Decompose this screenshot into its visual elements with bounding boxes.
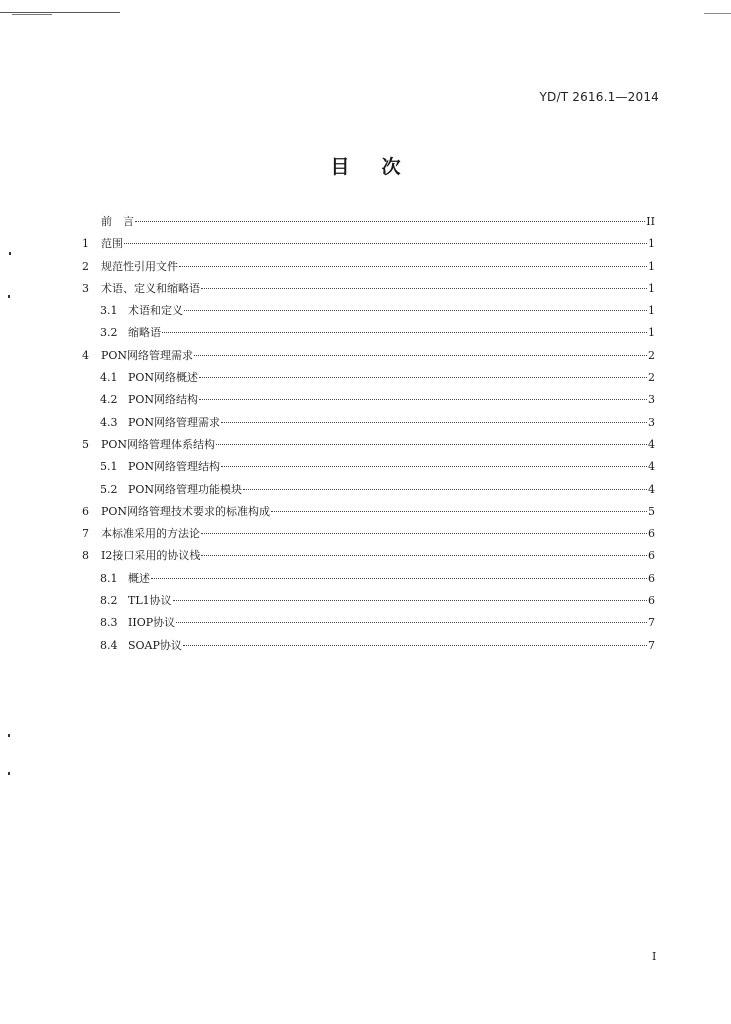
toc-entry-number: 4.1: [100, 371, 118, 385]
toc-entry-label: 范围: [101, 237, 123, 251]
toc-entry[interactable]: [82, 501, 655, 523]
toc-entry[interactable]: [82, 545, 655, 567]
toc-entry-page: 4: [648, 460, 655, 474]
toc-leader-dots: [124, 243, 647, 244]
toc-entry-label: PON网络管理需求: [101, 348, 194, 362]
toc-entry[interactable]: [82, 412, 655, 434]
toc-entry-page: 5: [648, 504, 655, 518]
toc-leader-dots: [176, 622, 647, 623]
toc-entry-number: 8.3: [100, 616, 118, 630]
toc-leader-dots: [201, 555, 647, 556]
toc-entry-number: 7: [82, 527, 89, 541]
toc-entry-label: I2接口采用的协议栈: [101, 549, 201, 563]
toc-entry-page: 2: [648, 371, 655, 385]
toc-entry-number: 1: [82, 237, 89, 251]
toc-entry[interactable]: [82, 322, 655, 344]
toc-entry-page: 3: [648, 393, 655, 407]
scan-artifact-line: [12, 14, 52, 15]
scan-artifact-dot: [8, 772, 10, 775]
toc-leader-dots: [199, 377, 647, 378]
toc-entry-page: 1: [648, 304, 655, 318]
toc-entry[interactable]: [82, 345, 655, 367]
toc-entry-page: 3: [648, 415, 655, 429]
scan-artifact-dot: [9, 252, 11, 255]
toc-entry[interactable]: [82, 211, 655, 233]
toc-entry-number: 4: [82, 348, 89, 362]
toc-entry[interactable]: [82, 367, 655, 389]
scan-artifact-line: [704, 13, 731, 14]
toc-entry-number: 8.2: [100, 594, 118, 608]
toc-entry-label: PON网络管理结构: [128, 460, 221, 474]
toc-entry-page: 1: [648, 326, 655, 340]
toc-entry-page: 1: [648, 259, 655, 273]
scan-artifact-line: [0, 12, 120, 13]
toc-entry-label: PON网络管理需求: [128, 415, 221, 429]
toc-leader-dots: [183, 645, 647, 646]
toc-entry-label: 术语、定义和缩略语: [101, 281, 200, 295]
toc-entry[interactable]: [82, 479, 655, 501]
toc-leader-dots: [216, 444, 647, 445]
toc-leader-dots: [271, 511, 647, 512]
toc-entry-number: 8.4: [100, 638, 118, 652]
document-number: YD/T 2616.1—2014: [539, 90, 659, 104]
toc-entry[interactable]: [82, 233, 655, 255]
toc-entry-number: 2: [82, 259, 89, 273]
toc-entry-number: 4.2: [100, 393, 118, 407]
toc-leader-dots: [162, 332, 647, 333]
toc-entry[interactable]: [82, 523, 655, 545]
toc-entry-number: 3: [82, 281, 89, 295]
toc-entry[interactable]: [82, 389, 655, 411]
toc-leader-dots: [179, 266, 647, 267]
toc-entry-label: 本标准采用的方法论: [101, 527, 200, 541]
page-title-part1: 目: [330, 156, 350, 178]
toc-entry-number: 3.2: [100, 326, 118, 340]
toc-leader-dots: [173, 600, 647, 601]
toc-entry-page: 2: [648, 348, 655, 362]
toc-entry-label: 前 言: [101, 215, 134, 228]
toc-entry-label: PON网络管理功能模块: [128, 482, 243, 496]
page-title-part2: 次: [381, 156, 401, 178]
toc-entry[interactable]: [82, 590, 655, 612]
toc-entry-label: 规范性引用文件: [101, 259, 178, 273]
toc-leader-dots: [184, 310, 647, 311]
toc-entry-page: 4: [648, 482, 655, 496]
toc-entry-label: PON网络结构: [128, 393, 199, 407]
toc-leader-dots: [201, 288, 647, 289]
toc-entry-page: 6: [648, 594, 655, 608]
toc-entry-label: PON网络概述: [128, 371, 199, 385]
page-title: [0, 152, 731, 179]
toc-entry-page: 6: [648, 527, 655, 541]
toc-entry[interactable]: [82, 256, 655, 278]
scan-artifact-dot: [8, 734, 10, 737]
toc-entry-page: 4: [648, 437, 655, 451]
toc-entry-label: 概述: [128, 571, 150, 585]
toc-entry-number: 5: [82, 437, 89, 451]
toc-entry[interactable]: [82, 300, 655, 322]
toc-entry-page: 7: [648, 616, 655, 630]
toc-entry-page: 1: [648, 281, 655, 295]
toc-entry-number: 5.2: [100, 482, 118, 496]
toc-entry-label: 缩略语: [128, 326, 161, 340]
toc-entry[interactable]: [82, 456, 655, 478]
toc-entry-label: PON网络管理技术要求的标准构成: [101, 504, 271, 518]
toc-entry[interactable]: [82, 635, 655, 657]
toc-leader-dots: [201, 533, 647, 534]
toc-entry-page: 6: [648, 549, 655, 563]
toc-entry-page: 7: [648, 638, 655, 652]
toc-entry-number: 6: [82, 504, 89, 518]
toc-entry-number: 5.1: [100, 460, 118, 474]
toc-entry-label: TL1协议: [128, 594, 172, 608]
toc-entry-page: 1: [648, 237, 655, 251]
toc-entry-label: PON网络管理体系结构: [101, 437, 216, 451]
toc-leader-dots: [194, 355, 647, 356]
toc-entry-number: 8: [82, 549, 89, 563]
toc-entry[interactable]: [82, 612, 655, 634]
toc-entry-label: IIOP协议: [128, 616, 176, 630]
toc-entry[interactable]: [82, 568, 655, 590]
scan-artifact-dot: [8, 295, 10, 298]
toc-entry[interactable]: [82, 278, 655, 300]
toc-entry-label: 术语和定义: [128, 304, 183, 318]
toc-leader-dots: [243, 489, 647, 490]
toc-entry-page: II: [646, 215, 655, 228]
page-number: I: [652, 950, 657, 963]
toc-entry-number: 8.1: [100, 571, 118, 585]
toc-leader-dots: [221, 422, 647, 423]
toc-entry-page: 6: [648, 571, 655, 585]
toc-leader-dots: [199, 399, 647, 400]
toc-leader-dots: [221, 466, 647, 467]
toc-leader-dots: [135, 221, 645, 222]
toc-entry-number: 3.1: [100, 304, 118, 318]
toc-entry-label: SOAP协议: [128, 638, 182, 652]
toc-entry[interactable]: [82, 434, 655, 456]
toc-entry-number: 4.3: [100, 415, 118, 429]
table-of-contents: [82, 211, 655, 657]
toc-leader-dots: [151, 578, 647, 579]
